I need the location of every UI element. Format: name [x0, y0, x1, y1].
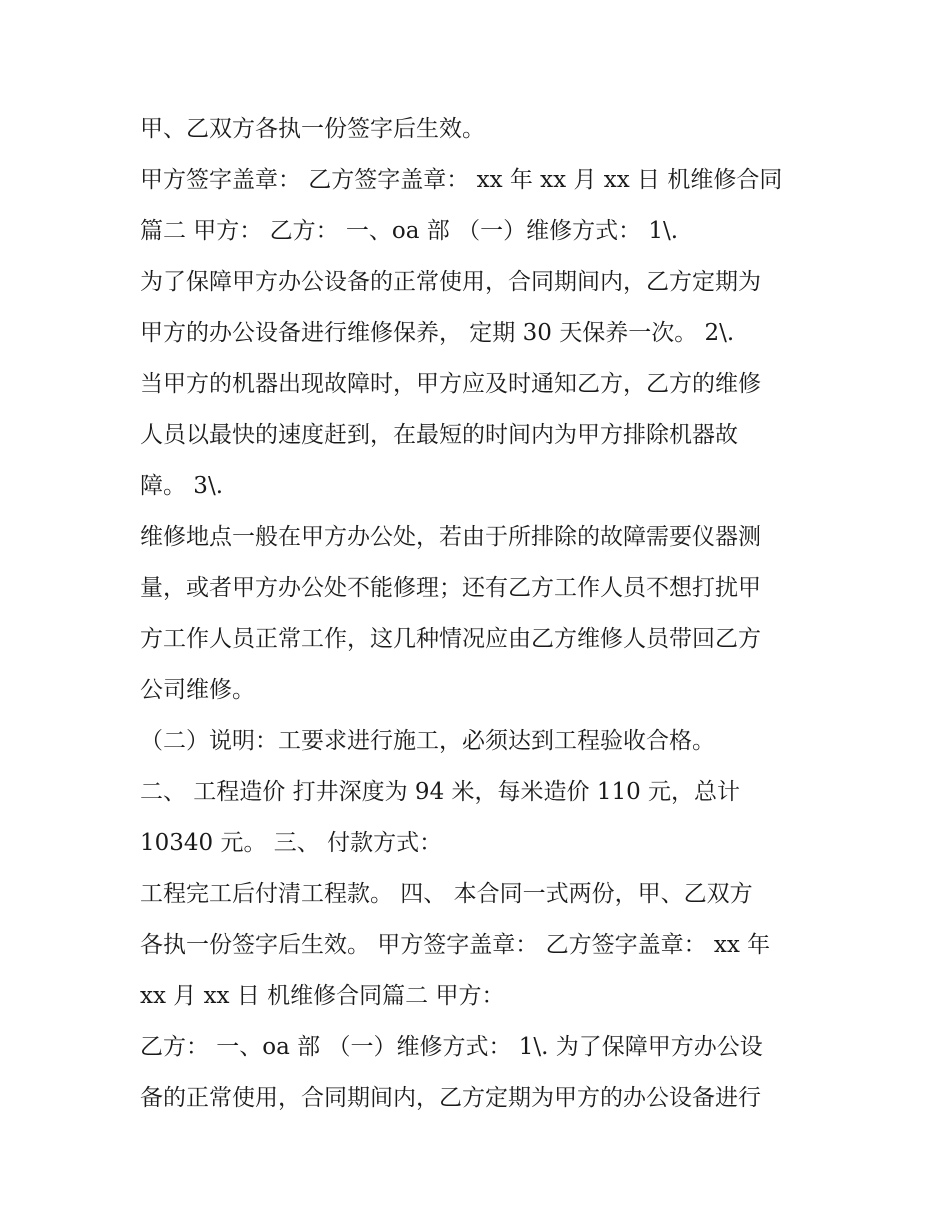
text-line: 篇二 甲方： 乙方： 一、oa 部 （一）维修方式： 1\. — [140, 218, 679, 244]
text-line: 甲方的办公设备进行维修保养， 定期 30 天保养一次。 2\. — [140, 320, 735, 346]
text-line: xx 月 xx 日 机维修合同篇二 甲方： — [140, 983, 505, 1009]
text-line: 10340 元。 三、 付款方式： — [140, 830, 443, 856]
text-line: 甲方签字盖章： 乙方签字盖章： xx 年 xx 月 xx 日 机维修合同 — [140, 167, 783, 193]
text-line: （二）说明：工要求进行施工，必须达到工程验收合格。 — [140, 728, 715, 754]
text-line: 维修地点一般在甲方办公处，若由于所排除的故障需要仪器测 — [140, 524, 761, 550]
document-body — [140, 104, 830, 1124]
text-line: 量，或者甲方办公处不能修理；还有乙方工作人员不想打扰甲 — [140, 575, 761, 601]
text-line: 备的正常使用，合同期间内，乙方定期为甲方的办公设备进行 — [140, 1085, 761, 1111]
text-line: 工程完工后付清工程款。 四、 本合同一式两份，甲、乙双方 — [140, 881, 753, 907]
text-line: 障。 3\. — [140, 473, 224, 499]
text-line: 各执一份签字后生效。 甲方签字盖章： 乙方签字盖章： xx 年 — [140, 932, 771, 958]
text-line: 公司维修。 — [140, 677, 255, 703]
text-line: 当甲方的机器出现故障时，甲方应及时通知乙方，乙方的维修 — [140, 371, 761, 397]
text-line: 乙方： 一、oa 部 （一）维修方式： 1\. 为了保障甲方办公设 — [140, 1034, 763, 1060]
text-line: 为了保障甲方办公设备的正常使用，合同期间内，乙方定期为 — [140, 269, 761, 295]
text-line: 二、 工程造价 打井深度为 94 米，每米造价 110 元，总计 — [140, 779, 741, 805]
text-line: 方工作人员正常工作，这几种情况应由乙方维修人员带回乙方 — [140, 626, 761, 652]
text-line: 甲、乙双方各执一份签字后生效。 — [140, 116, 485, 142]
text-line: 人员以最快的速度赶到，在最短的时间内为甲方排除机器故 — [140, 422, 738, 448]
